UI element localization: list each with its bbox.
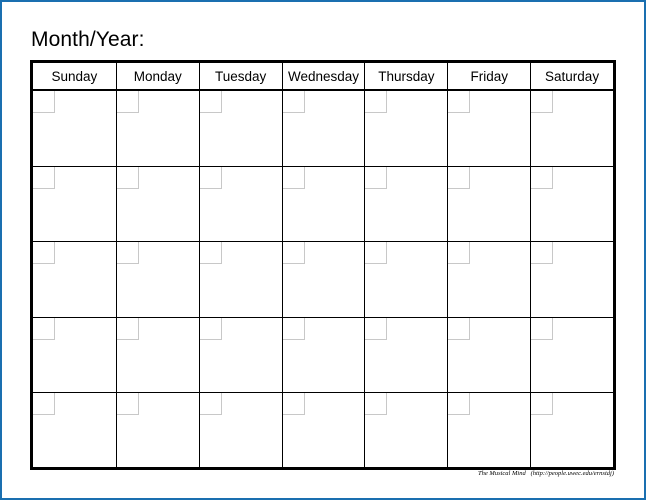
date-number-box — [365, 318, 387, 340]
date-number-box — [448, 167, 470, 189]
date-number-box — [531, 242, 553, 264]
day-cells — [33, 91, 613, 467]
date-number-box — [531, 318, 553, 340]
date-number-box — [117, 91, 139, 113]
day-cell[interactable] — [364, 241, 447, 316]
weekday-header-row — [33, 63, 613, 91]
date-number-box — [283, 91, 305, 113]
date-number-box — [448, 393, 470, 415]
day-cell[interactable] — [33, 241, 116, 316]
day-cell[interactable] — [447, 241, 530, 316]
footer-credit — [478, 470, 614, 477]
weekday-thursday: Thursday — [364, 63, 447, 89]
date-number-box — [283, 167, 305, 189]
date-number-box — [33, 393, 55, 415]
date-number-box — [200, 167, 222, 189]
date-number-box — [283, 393, 305, 415]
day-cell[interactable] — [116, 91, 199, 166]
weekday-sunday: Sunday — [51, 68, 98, 84]
day-cell[interactable] — [282, 166, 365, 241]
footer-credit-url: (http://people.uwec.edu/ernstdj) — [530, 470, 614, 477]
date-number-box — [283, 318, 305, 340]
day-cell[interactable] — [116, 241, 199, 316]
date-number-box — [448, 242, 470, 264]
date-number-box — [117, 242, 139, 264]
date-number-box — [448, 91, 470, 113]
day-cell[interactable] — [199, 166, 282, 241]
date-number-box — [117, 318, 139, 340]
day-cell[interactable] — [364, 317, 447, 392]
day-cell[interactable] — [282, 241, 365, 316]
day-cell[interactable] — [282, 91, 365, 166]
day-cell[interactable] — [364, 91, 447, 166]
day-cell[interactable] — [447, 392, 530, 467]
date-number-box — [365, 167, 387, 189]
day-cell[interactable] — [530, 241, 613, 316]
weekday-saturday: Saturday — [530, 63, 613, 89]
date-number-box — [33, 91, 55, 113]
date-number-box — [531, 393, 553, 415]
day-cell[interactable] — [530, 166, 613, 241]
day-cell[interactable] — [33, 91, 116, 166]
day-cell[interactable] — [33, 392, 116, 467]
day-cell[interactable] — [364, 392, 447, 467]
date-number-box — [200, 242, 222, 264]
day-cell[interactable] — [447, 91, 530, 166]
day-cell[interactable] — [116, 392, 199, 467]
day-cell[interactable] — [447, 166, 530, 241]
day-cell[interactable] — [530, 392, 613, 467]
date-number-box — [200, 393, 222, 415]
day-cell[interactable] — [364, 166, 447, 241]
day-cell[interactable] — [530, 317, 613, 392]
day-cell[interactable] — [33, 317, 116, 392]
date-number-box — [448, 318, 470, 340]
calendar-grid — [30, 60, 616, 470]
day-cell[interactable] — [530, 91, 613, 166]
day-cell[interactable] — [199, 91, 282, 166]
date-number-box — [200, 91, 222, 113]
date-number-box — [33, 242, 55, 264]
date-number-box — [200, 318, 222, 340]
day-cell[interactable] — [116, 317, 199, 392]
date-number-box — [33, 318, 55, 340]
date-number-box — [117, 393, 139, 415]
month-year-label: Month/Year: — [31, 28, 145, 51]
day-cell[interactable] — [199, 392, 282, 467]
weekday-wednesday: Wednesday — [282, 63, 365, 89]
weekday-tuesday: Tuesday — [199, 63, 282, 89]
day-cell[interactable] — [33, 166, 116, 241]
day-cell[interactable] — [116, 166, 199, 241]
date-number-box — [33, 167, 55, 189]
day-cell[interactable] — [199, 241, 282, 316]
date-number-box — [531, 167, 553, 189]
date-number-box — [283, 242, 305, 264]
date-number-box — [117, 167, 139, 189]
date-number-box — [531, 91, 553, 113]
day-cell[interactable] — [447, 317, 530, 392]
weekday-monday: Monday — [116, 63, 199, 89]
weekday-friday: Friday — [447, 63, 530, 89]
day-cell[interactable] — [282, 392, 365, 467]
date-number-box — [365, 91, 387, 113]
day-cell[interactable] — [199, 317, 282, 392]
day-cell[interactable] — [282, 317, 365, 392]
date-number-box — [365, 242, 387, 264]
footer-credit-name: The Musical Mind — [478, 470, 526, 477]
date-number-box — [365, 393, 387, 415]
